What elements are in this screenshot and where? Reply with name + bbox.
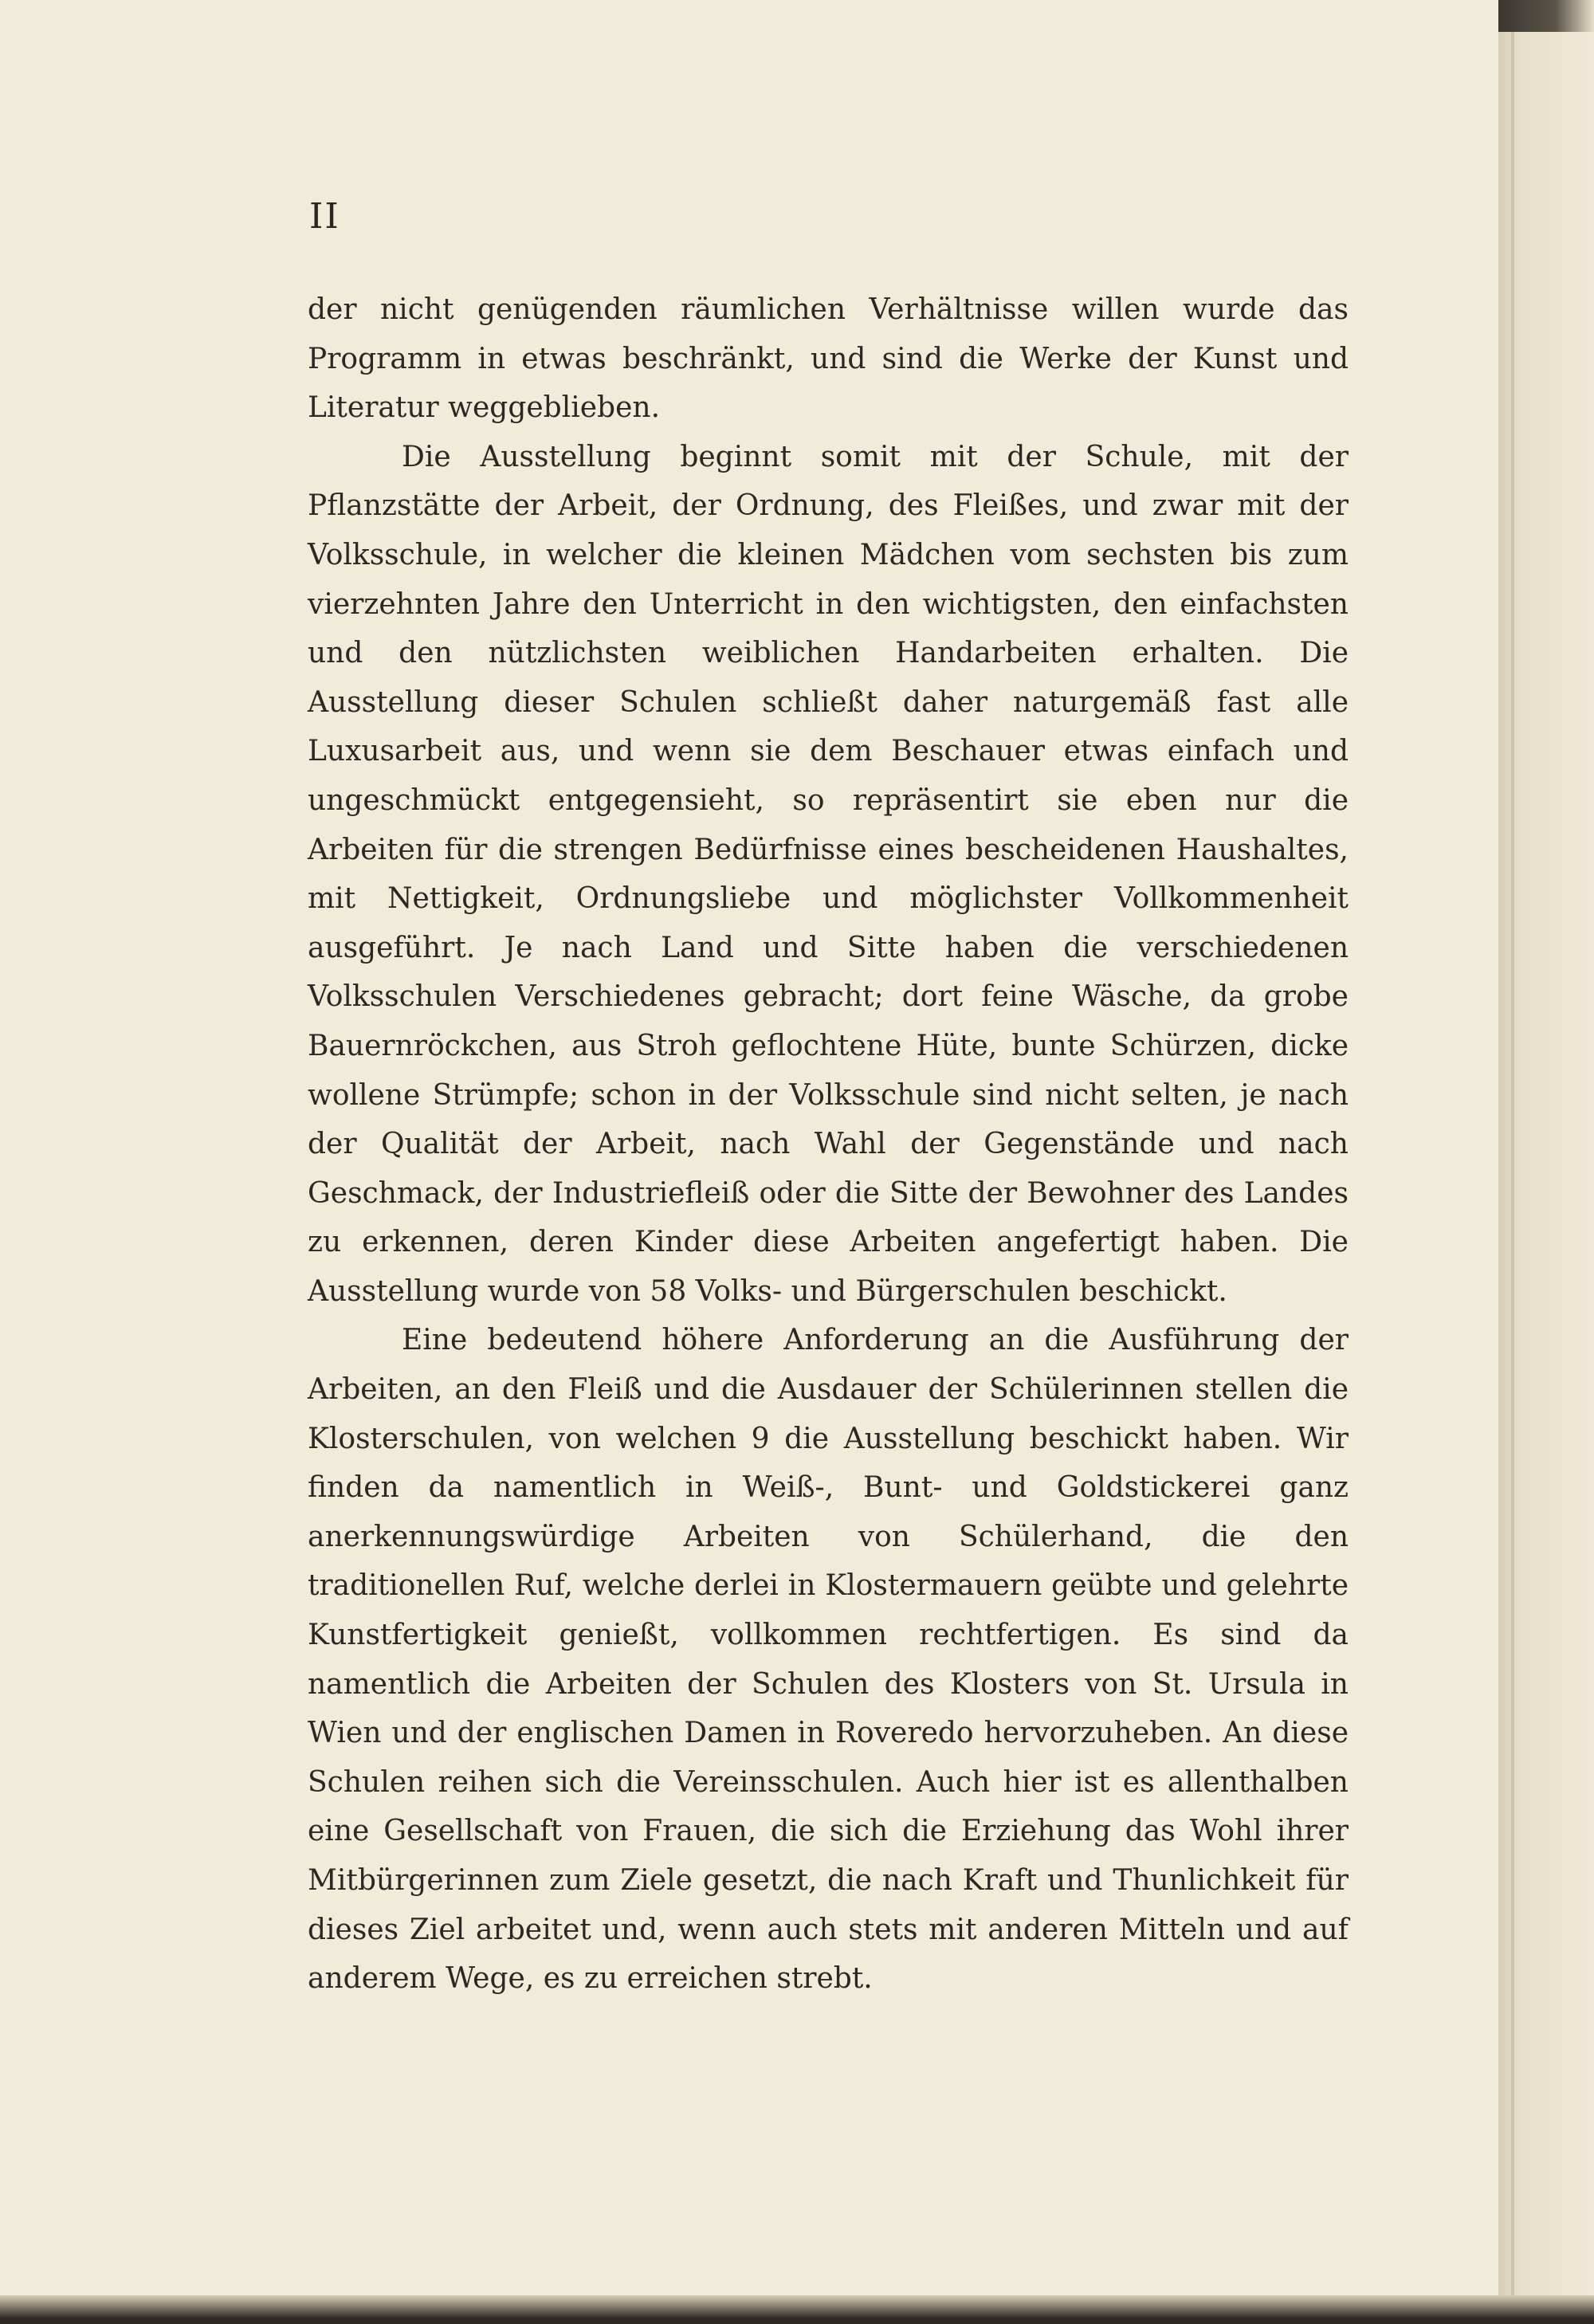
scan-edge-bottom — [0, 2295, 1594, 2324]
paragraph-3: Eine bedeutend höhere Anforderung an die Ausführung der Arbeiten, an den Fleiß und die Ausdauer der Schülerinnen stellen die Klosterschulen, von welchen 9 die Ausstellung beschickt haben. Wir finden da namentlich in Weiß-, Bunt- und Goldstickerei ganz anerkennungswürdige Arbeiten von Schülerhand, die den traditionellen Ruf, welche derlei in Klostermauern geübte und gelehrte Kunstfertigkeit genießt, vollkommen rechtfertigen. Es sind da namentlich die Arbeiten der Schulen des Klosters von St. Ursula in Wien und der englischen Damen in Roveredo hervorzuheben. An diese Schulen reihen sich die Vereinsschulen. Auch hier ist es allenthalben eine Gesellschaft von Frauen, die sich die Erziehung das Wohl ihrer Mitbürgerinnen zum Ziele gesetzt, die nach Kraft und Thunlichkeit für dieses Ziel arbeitet und, wenn auch stets mit anderen Mitteln und auf anderem Wege, es zu erreichen strebt. — [308, 1324, 1349, 1996]
paragraph-2: Die Ausstellung beginnt somit mit der Schule, mit der Pflanzstätte der Arbeit, der Ordnung, des Fleißes, und zwar mit der Volksschule, in welcher die kleinen Mädchen vom sechsten bis zum vierzehnten Jahre den Unterricht in den wichtigsten, den einfachsten und den nützlichsten weiblichen Handarbeiten erhalten. Die Ausstellung dieser Schulen schließt daher naturgemäß fast alle Luxusarbeit aus, und wenn sie dem Beschauer etwas einfach und ungeschmückt entgegensieht, so repräsentirt sie eben nur die Arbeiten für die strengen Bedürfnisse eines bescheidenen Haushaltes, mit Nettigkeit, Ordnungsliebe und möglichster Vollkommenheit ausgeführt. Je nach Land und Sitte haben die verschiedenen Volksschulen Verschiedenes gebracht; dort feine Wäsche, da grobe Bauernröckchen, aus Stroh geflochtene Hüte, bunte Schürzen, dicke wollene Strümpfe; schon in der Volksschule sind nicht selten, je nach der Qualität der Arbeit, nach Wahl der Gegenstände und nach Geschmack, der Industriefleiß oder die Sitte der Bewohner des Landes zu erkennen, deren Kinder diese Arbeiten angefertigt haben. Die Ausstellung wurde von 58 Volks- und Bürgerschulen beschickt. — [308, 440, 1349, 1308]
paragraph-1: der nicht genügenden räumlichen Verhältnisse willen wurde das Programm in etwas beschränkt, und sind die Werke der Kunst und Literatur weggeblieben. — [308, 293, 1349, 425]
binding-line — [1511, 0, 1514, 2324]
scan-edge-top — [1498, 0, 1594, 32]
body-text — [308, 285, 1349, 2004]
page-number: II — [309, 196, 340, 237]
